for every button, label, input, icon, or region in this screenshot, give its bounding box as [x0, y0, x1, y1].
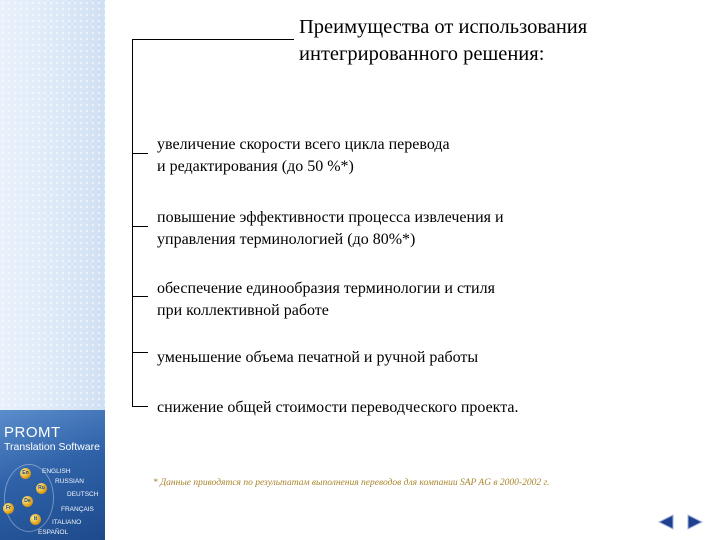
previous-slide-button[interactable] [657, 514, 675, 530]
benefit-item [157, 397, 697, 419]
bracket-tick [132, 226, 148, 227]
orbit-dot-icon: En [20, 468, 31, 479]
triangle-right-icon [686, 514, 704, 530]
benefit-text: уменьшение объема печатной и ручной работы [157, 349, 479, 366]
language-label: RUSSIAN [55, 478, 84, 485]
title-underline [132, 39, 294, 40]
benefit-item [157, 278, 697, 322]
language-label: FRANÇAIS [61, 506, 94, 513]
brand-panel [0, 410, 105, 540]
bracket-tick [132, 153, 148, 154]
language-label: DEUTSCH [67, 491, 99, 498]
benefit-text: управления терминологией (до 80%*) [157, 231, 416, 248]
orbit-dot-icon: It [30, 514, 41, 525]
brand-name: PROMT [4, 424, 61, 441]
benefit-item [157, 134, 697, 178]
benefit-item [157, 347, 697, 369]
orbit-dot-icon: Ru [36, 483, 47, 494]
benefit-text: увеличение скорости всего цикла перевода [157, 136, 450, 153]
next-slide-button[interactable] [686, 514, 704, 530]
title-line: Преимущества от использования [299, 16, 588, 38]
bracket-tick [132, 352, 148, 353]
orbit-dot-icon: De [22, 496, 33, 507]
language-label: ITALIANO [52, 519, 82, 526]
title-line: интегрированного решения: [299, 43, 545, 65]
triangle-left-icon [657, 514, 675, 530]
footnote: * Данные приводятся по результатам выполнения переводов для компании SAP AG в 2000-2002 г. [153, 478, 550, 488]
orbit-dot-icon: Fr [3, 503, 14, 514]
page-title [299, 14, 699, 68]
benefit-text: повышение эффективности процесса извлечения и [157, 209, 504, 226]
benefit-item [157, 207, 697, 251]
sidebar-pattern [0, 0, 105, 410]
benefit-text: обеспечение единообразия терминологии и стиля [157, 280, 495, 297]
brand-tagline: Translation Software [4, 441, 100, 453]
benefit-text: при коллективной работе [157, 302, 329, 319]
bracket-tick [132, 406, 148, 407]
benefit-text: снижение общей стоимости переводческого проекта. [157, 399, 519, 416]
language-label: ENGLISH [42, 468, 71, 475]
benefit-text: и редактирования (до 50 %*) [157, 158, 354, 175]
language-list [0, 410, 105, 540]
language-label: ESPAÑOL [38, 529, 69, 536]
bracket-tick [132, 296, 148, 297]
